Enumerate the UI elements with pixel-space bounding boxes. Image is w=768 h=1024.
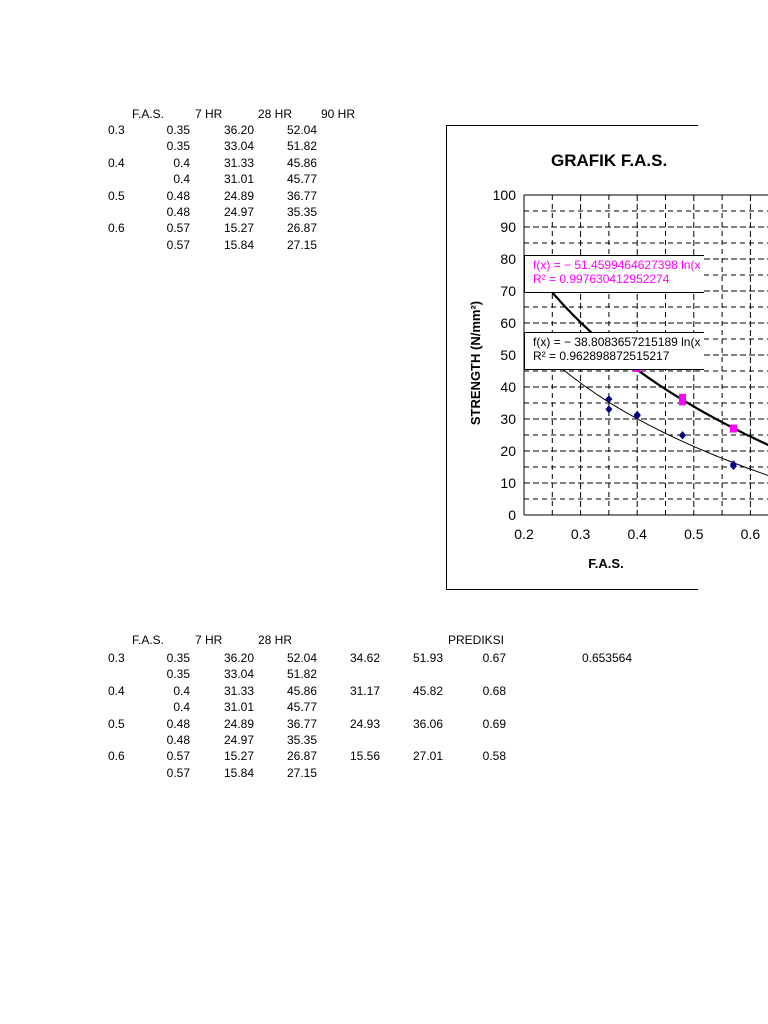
table-cell: 15.84 xyxy=(223,765,254,780)
equation-upper-line2: R² = 0.997630412952274 xyxy=(533,272,670,286)
table-cell: 31.33 xyxy=(223,683,254,698)
table1-header-fas: F.A.S. xyxy=(132,107,165,121)
y-tick-label: 90 xyxy=(500,219,516,235)
data-point-series-0 xyxy=(679,431,686,439)
table-cell: 0.35 xyxy=(166,123,190,137)
table-cell: 0.653564 xyxy=(581,651,632,665)
table-cell: 31.01 xyxy=(223,172,254,187)
table-cell: 0.6 xyxy=(108,221,125,236)
table-cell: 0.48 xyxy=(166,188,190,203)
data-point-series-1 xyxy=(679,398,686,405)
data-point-series-0 xyxy=(605,395,612,403)
y-tick-label: 60 xyxy=(500,315,516,331)
table-cell: 0.5 xyxy=(108,188,125,203)
table-cell: 26.87 xyxy=(286,749,317,764)
table-cell: 0.48 xyxy=(166,205,190,219)
table2-header-7hr: 7 HR xyxy=(195,633,223,647)
table-cell: 45.82 xyxy=(412,683,443,698)
equation-upper-line1: f(x) = − 51.4599464627398 ln(x xyxy=(533,258,701,272)
table-cell: 24.89 xyxy=(223,716,254,731)
table-cell: 0.35 xyxy=(166,139,190,154)
table-cell: 0.57 xyxy=(166,749,190,764)
table-cell: 33.04 xyxy=(223,667,254,682)
table-cell: 0.48 xyxy=(166,733,190,747)
table-cell: 0.69 xyxy=(482,716,506,731)
table-cell: 36.77 xyxy=(286,716,317,731)
table2-header-28hr: 28 HR xyxy=(258,633,293,647)
table1-header-90hr: 90 HR xyxy=(321,107,356,121)
table-cell: 0.4 xyxy=(108,155,125,170)
table-cell: 51.82 xyxy=(286,139,317,154)
table-cell: 0.35 xyxy=(166,651,190,665)
table-cell: 24.97 xyxy=(223,205,254,219)
table1-header-7hr: 7 HR xyxy=(195,107,223,121)
table-cell: 45.86 xyxy=(286,155,317,170)
x-tick-label: 0.5 xyxy=(684,526,704,542)
y-tick-label: 20 xyxy=(500,443,516,459)
y-tick-label: 10 xyxy=(500,475,516,491)
table-cell: 0.57 xyxy=(166,221,190,236)
table2-header-fas: F.A.S. xyxy=(132,633,165,647)
table-cell: 0.4 xyxy=(173,172,190,187)
table-cell: 27.15 xyxy=(286,765,317,780)
chart-y-axis-label: STRENGTH (N/mm²) xyxy=(468,300,483,426)
y-tick-label: 100 xyxy=(492,187,516,203)
y-tick-label: 40 xyxy=(500,379,516,395)
chart-title: GRAFIK F.A.S. xyxy=(551,151,668,170)
table-cell: 24.97 xyxy=(223,733,254,747)
chart xyxy=(446,125,761,590)
table-cell: 15.56 xyxy=(349,749,380,764)
y-tick-label: 80 xyxy=(500,251,516,267)
table-cell: 26.87 xyxy=(286,221,317,236)
table-cell: 33.04 xyxy=(223,139,254,154)
table-cell: 24.93 xyxy=(349,716,380,731)
table-cell: 15.27 xyxy=(223,749,254,764)
table-cell: 27.15 xyxy=(286,237,317,252)
table1-header-28hr: 28 HR xyxy=(258,107,293,121)
trendline-equation-lower xyxy=(524,332,704,370)
table-cell: 0.48 xyxy=(166,716,190,731)
table-cell: 24.89 xyxy=(223,188,254,203)
x-tick-label: 0.2 xyxy=(514,526,534,542)
table-cell: 0.57 xyxy=(166,765,190,780)
table-cell: 45.86 xyxy=(286,683,317,698)
table-cell: 31.01 xyxy=(223,700,254,715)
table-cell: 0.4 xyxy=(173,155,190,170)
table-cell: 0.35 xyxy=(166,667,190,682)
x-tick-label: 0.4 xyxy=(627,526,647,542)
chart-x-axis-label: F.A.S. xyxy=(588,556,624,571)
table-cell: 0.68 xyxy=(482,683,506,698)
table-cell: 45.77 xyxy=(286,172,317,187)
equation-lower-line1: f(x) = − 38.8083657215189 ln(x xyxy=(533,335,701,349)
table-cell: 35.35 xyxy=(286,733,317,747)
table-cell: 31.17 xyxy=(349,683,380,698)
equation-lower-line2: R² = 0.962898872515217 xyxy=(533,349,670,363)
x-tick-label: 0.6 xyxy=(740,526,761,542)
table-cell: 15.84 xyxy=(223,237,254,252)
table-cell: 36.20 xyxy=(223,123,254,137)
table-cell: 36.77 xyxy=(286,188,317,203)
data-point-series-0 xyxy=(605,405,612,413)
table-cell: 0.3 xyxy=(108,651,125,665)
table-cell: 0.4 xyxy=(173,700,190,715)
table-cell: 0.4 xyxy=(108,683,125,698)
table-cell: 0.3 xyxy=(108,123,125,137)
y-tick-label: 30 xyxy=(500,411,516,427)
table-cell: 31.33 xyxy=(223,155,254,170)
y-tick-label: 70 xyxy=(500,283,516,299)
y-tick-label: 50 xyxy=(500,347,516,363)
table-cell: 27.01 xyxy=(412,749,443,764)
table2-header-prediksi: PREDIKSI xyxy=(448,633,505,647)
x-tick-label: 0.3 xyxy=(570,526,591,542)
table-cell: 51.82 xyxy=(286,667,317,682)
table-cell: 51.93 xyxy=(412,651,443,665)
y-tick-label: 0 xyxy=(508,507,516,523)
table-cell: 0.58 xyxy=(482,749,506,764)
table-cell: 0.67 xyxy=(482,651,506,665)
table-cell: 36.06 xyxy=(412,716,443,731)
table-cell: 0.57 xyxy=(166,237,190,252)
table-cell: 0.4 xyxy=(173,683,190,698)
table-cell: 52.04 xyxy=(286,651,317,665)
table-cell: 0.6 xyxy=(108,749,125,764)
table-cell: 36.20 xyxy=(223,651,254,665)
table-cell: 52.04 xyxy=(286,123,317,137)
table-cell: 35.35 xyxy=(286,205,317,219)
table-cell: 34.62 xyxy=(349,651,380,665)
table-cell: 0.5 xyxy=(108,716,125,731)
chart-trendlines xyxy=(535,271,768,487)
table-cell: 45.77 xyxy=(286,700,317,715)
data-point-series-1 xyxy=(730,425,737,432)
trendline-equation-upper xyxy=(524,255,704,293)
table-cell: 15.27 xyxy=(223,221,254,236)
